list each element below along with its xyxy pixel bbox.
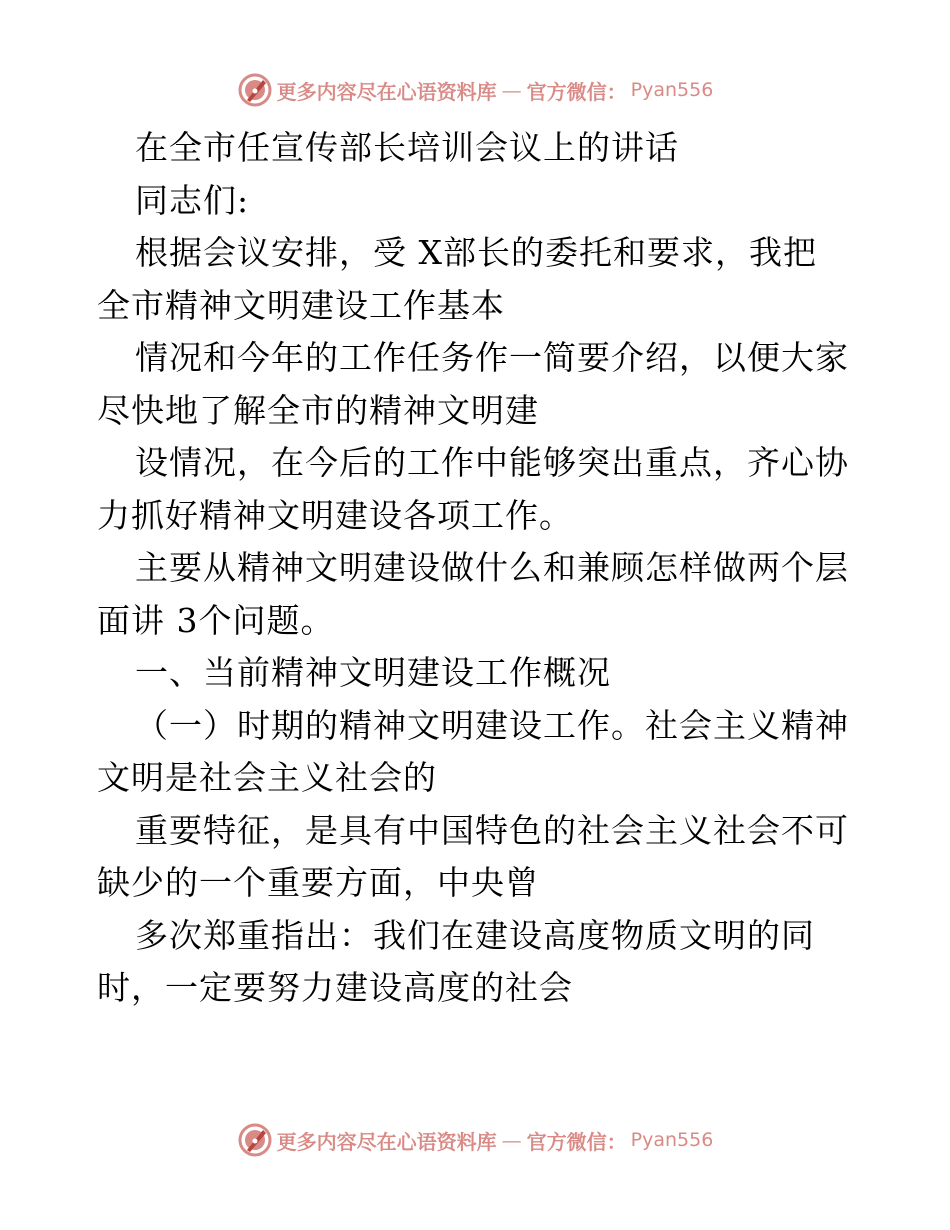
pen-logo-icon <box>237 1122 273 1158</box>
doc-line: 多次郑重指出：我们在建设高度物质文明的同 <box>135 915 815 955</box>
doc-line: 全市精神文明建设工作基本 <box>97 285 505 325</box>
watermark-header <box>0 70 950 110</box>
watermark-footer <box>0 1120 950 1160</box>
pen-logo-icon <box>237 72 273 108</box>
watermark-brand: 更多内容尽在心语资料库 <box>276 1129 497 1154</box>
doc-line: 尽快地了解全市的精神文明建 <box>97 390 539 430</box>
watermark-account: Pyan556 <box>630 79 714 101</box>
watermark-brand: 更多内容尽在心语资料库 <box>276 79 497 104</box>
doc-line: 在全市任宣传部长培训会议上的讲话 <box>135 128 679 167</box>
watermark-label: 官方微信： <box>526 79 627 104</box>
watermark-dash: — <box>501 78 522 102</box>
doc-line: 文明是社会主义社会的 <box>97 758 437 797</box>
doc-line: 根据会议安排，受 X部长的委托和要求，我把 <box>135 233 817 272</box>
doc-line: 缺少的一个重要方面，中央曾 <box>97 863 539 902</box>
doc-line: 力抓好精神文明建设各项工作。 <box>97 495 573 535</box>
doc-line: （一）时期的精神文明建设工作。社会主义精神 <box>135 705 849 745</box>
doc-line: 情况和今年的工作任务作一简要介绍，以便大家 <box>135 338 849 377</box>
doc-line: 面讲 3个问题。 <box>97 600 335 640</box>
doc-line: 一、当前精神文明建设工作概况 <box>135 653 611 692</box>
doc-line: 重要特征，是具有中国特色的社会主义社会不可 <box>135 810 849 850</box>
watermark-account: Pyan556 <box>630 1129 714 1151</box>
doc-line: 设情况，在今后的工作中能够突出重点，齐心协 <box>135 443 849 482</box>
document-body <box>97 122 857 1015</box>
doc-line: 同志们: <box>135 180 250 220</box>
doc-line: 主要从精神文明建设做什么和兼顾怎样做两个层 <box>135 548 849 587</box>
doc-line: 时，一定要努力建设高度的社会 <box>97 968 573 1007</box>
watermark-dash: — <box>501 1128 522 1152</box>
watermark-label: 官方微信： <box>526 1129 627 1154</box>
